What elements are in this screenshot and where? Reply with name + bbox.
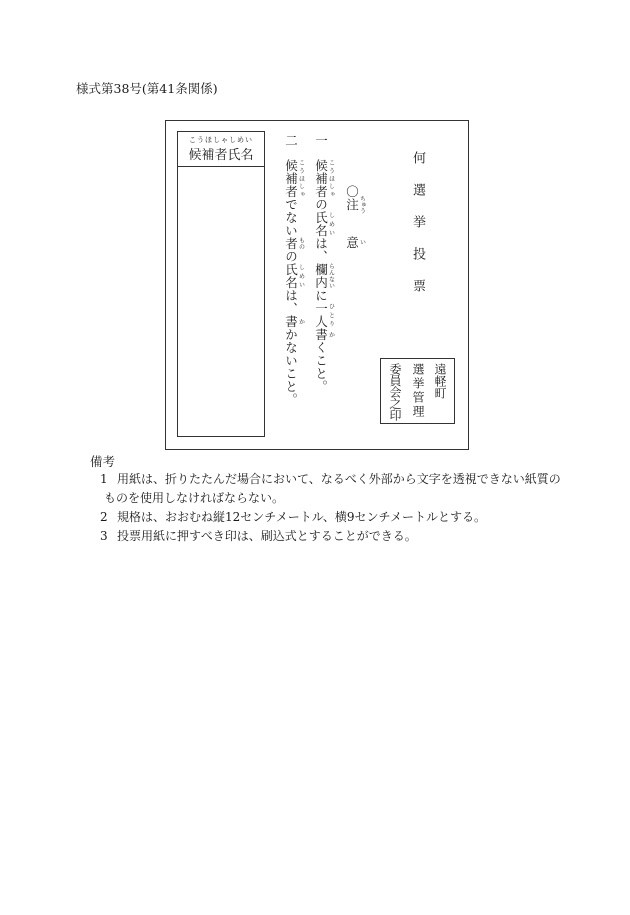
- seal-line-3: 委員会之印: [388, 363, 402, 421]
- note-1-text: 用紙は、折りたたんだ場合において、なるべく外部から文字を透視できない紙質の: [117, 472, 561, 486]
- note-3-number: 3: [100, 529, 108, 543]
- candidate-label-ruby: こうほしゃしめい: [189, 136, 253, 144]
- notice-heading: 〇注 ちゅう意 い: [344, 185, 366, 249]
- note-2-number: 2: [100, 510, 108, 524]
- election-committee-seal: [380, 358, 455, 424]
- note-2-text: 規格は、おおむね縦12センチメートル、横9センチメートルとする。: [117, 510, 486, 524]
- note-3-text: 投票用紙に押すべき印は、刷込式とすることができる。: [117, 529, 417, 543]
- instruction-2: 二候補者 こうほしゃでない者 ものの氏名 しめいは、書 かかないこと。: [283, 134, 305, 406]
- form-number-header: 様式第38号(第41条関係): [76, 81, 218, 96]
- candidate-name-header: [177, 131, 265, 167]
- ballot-title: 何選挙投票: [410, 151, 425, 311]
- seal-line-1: 遠軽町: [433, 363, 447, 399]
- notes-heading: 備考: [90, 454, 116, 469]
- seal-line-2: 選挙管理: [411, 363, 425, 419]
- note-1-number: 1: [100, 472, 108, 486]
- candidate-name-field[interactable]: [177, 166, 265, 437]
- note-1-text-cont: ものを使用しなければならない。: [104, 491, 285, 505]
- candidate-name-label: 候補者氏名: [188, 148, 254, 163]
- instruction-1: 一候補者 こうほしゃの氏名 しめいは、欄内 らんないに一人 ひとり書 かくこと。: [313, 134, 335, 393]
